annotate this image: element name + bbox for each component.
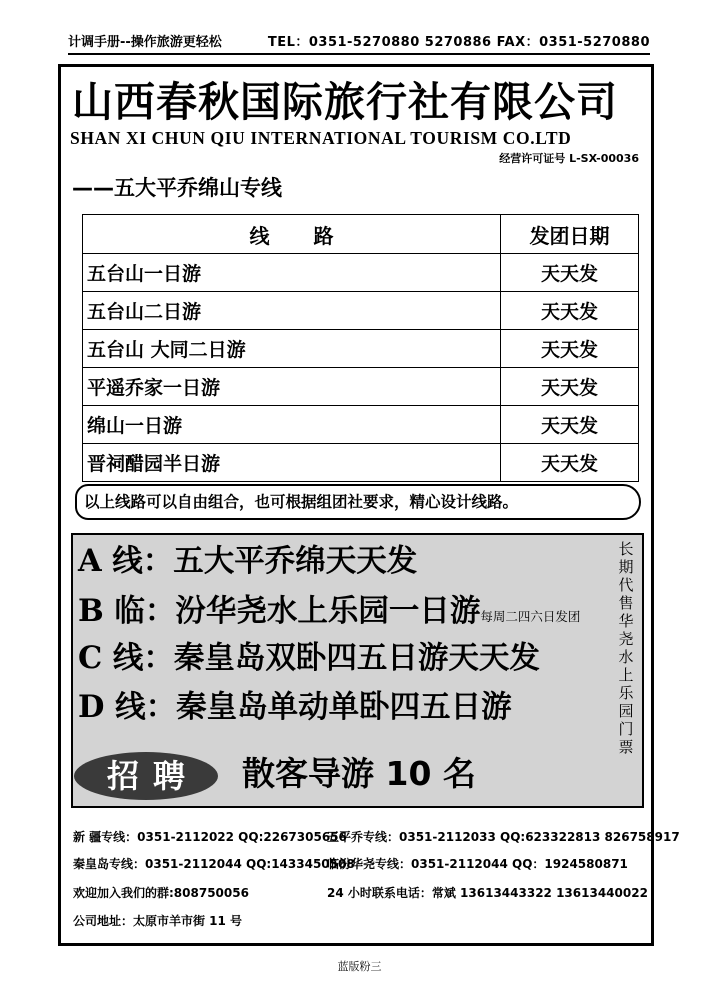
date-cell: 天天发 — [501, 292, 639, 330]
date-cell: 天天发 — [501, 368, 639, 406]
table-row — [83, 292, 639, 330]
qq-group: 欢迎加入我们的群:808750056 — [73, 886, 249, 900]
recruit-text: 散客导游 10 名 — [242, 754, 476, 793]
route-cell: 绵山一日游 — [83, 406, 501, 444]
company-name-cn: 山西春秋国际旅行社有限公司 — [72, 78, 618, 126]
ticket-side-note: 长期代售华尧水上乐园门票 — [618, 540, 634, 756]
wupingqiao-line-contact: 五平乔专线：0351-2112033 QQ:623322813 826758917 — [327, 830, 680, 844]
qinhuangdao-line-contact: 秦皇岛专线：0351-2112044 QQ:1433450508 — [73, 857, 355, 871]
date-cell: 天天发 — [501, 330, 639, 368]
line-b-text: B 临：汾华尧水上乐园一日游 — [78, 593, 481, 629]
top-header-bar — [68, 33, 650, 55]
date-cell: 天天发 — [501, 406, 639, 444]
routes-table — [82, 214, 639, 482]
hotline: 24 小时联系电话：常斌 13613443322 13613440022 — [327, 886, 648, 900]
route-cell: 平遥乔家一日游 — [83, 368, 501, 406]
table-row — [83, 254, 639, 292]
route-cell: 五台山一日游 — [83, 254, 501, 292]
company-address: 公司地址：太原市羊市街 11 号 — [73, 914, 243, 928]
line-d-text: D 线：秦皇岛单动单卧四五日游 — [78, 689, 512, 725]
column-header-route: 线路 — [83, 215, 501, 254]
route-cell: 五台山二日游 — [83, 292, 501, 330]
column-header-date: 发团日期 — [501, 215, 639, 254]
line-b-schedule: 每周二四六日发团 — [480, 609, 581, 624]
line-c — [78, 638, 540, 678]
xinjiang-line-contact: 新 疆专线：0351-2112022 QQ:2267305656 — [73, 830, 347, 844]
line-b — [78, 591, 580, 637]
route-cell: 五台山 大同二日游 — [83, 330, 501, 368]
line-a — [78, 541, 417, 581]
page-footer: 蓝版粉三 — [337, 960, 382, 973]
table-row — [83, 444, 639, 482]
subtitle: ——五大平乔绵山专线 — [72, 176, 282, 200]
table-row — [83, 406, 639, 444]
table-row — [83, 330, 639, 368]
license-number: 经营许可证号 L-SX-00036 — [499, 152, 639, 165]
recruit-badge: 招聘 — [74, 752, 218, 800]
combination-note: 以上线路可以自由组合，也可根据组团社要求，精心设计线路。 — [75, 484, 641, 520]
line-c-text: C 线：秦皇岛双卧四五日游天天发 — [78, 640, 540, 676]
header-slogan: 计调手册--操作旅游更轻松 — [68, 35, 222, 50]
header-contact: TEL：0351-5270880 5270886 FAX：0351-5270880 — [267, 35, 650, 50]
table-row — [83, 368, 639, 406]
line-a-text: A 线：五大平乔绵天天发 — [78, 543, 418, 579]
table-header-row — [83, 215, 639, 254]
linfen-line-contact: 临汾华尧专线：0351-2112044 QQ：1924580871 — [327, 857, 628, 871]
line-d — [78, 687, 512, 727]
date-cell: 天天发 — [501, 444, 639, 482]
date-cell: 天天发 — [501, 254, 639, 292]
route-cell: 晋祠醋园半日游 — [83, 444, 501, 482]
company-name-en: SHAN XI CHUN QIU INTERNATIONAL TOURISM CO.LTD — [70, 128, 572, 148]
